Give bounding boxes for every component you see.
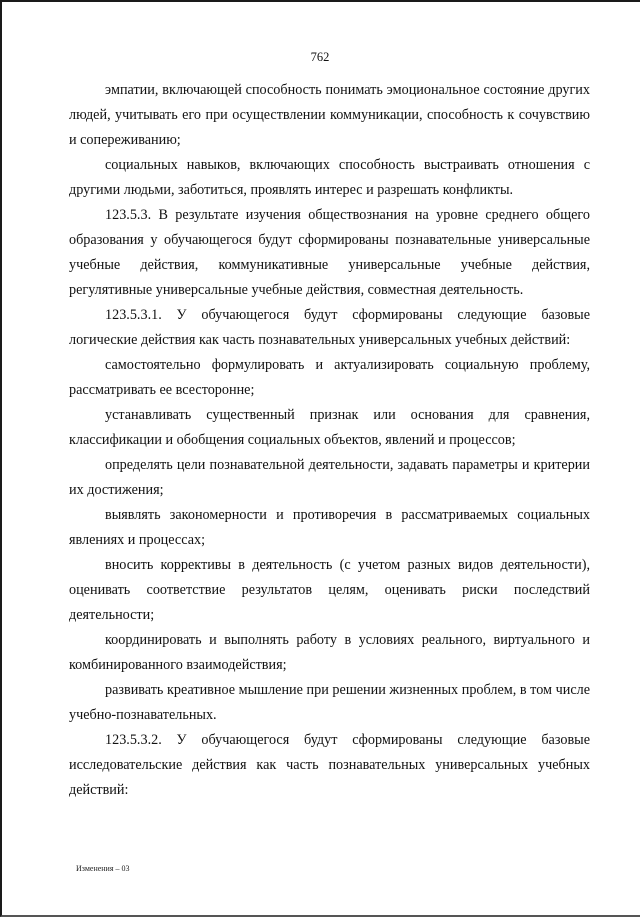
paragraph-empathy: эмпатии, включающей способность понимать эмоциональное состояние других людей, учитывать его при осуществлении коммуникации, способность к сочувствию и сопереживанию; — [69, 82, 590, 148]
list-item: самостоятельно формулировать и актуализировать социальную проблему, рассматривать ее всесторонне; — [69, 357, 590, 398]
list-item: развивать креативное мышление при решении жизненных проблем, в том числе учебно-познавательных. — [69, 682, 590, 723]
list-item: выявлять закономерности и противоречия в рассматриваемых социальных явлениях и процессах; — [69, 507, 590, 548]
paragraph-social-skills: социальных навыков, включающих способность выстраивать отношения с другими людьми, заботиться, проявлять интерес и разрешать конфликты. — [69, 157, 590, 198]
list-item: устанавливать существенный признак или основания для сравнения, классификации и обобщения социальных объектов, явлений и процессов; — [69, 407, 590, 448]
list-item: координировать и выполнять работу в условиях реального, виртуального и комбинированного взаимодействия; — [69, 632, 590, 673]
paragraph-123-5-3: 123.5.3. В результате изучения обществознания на уровне среднего общего образования у обучающегося будут сформированы познавательные универсальные учебные действия, коммуникативные универсальные учебные действия, регулятивные универсальные учебные действия, совместная деятельность. — [69, 207, 590, 298]
paragraph-123-5-3-2: 123.5.3.2. У обучающегося будут сформированы следующие базовые исследовательские действия как часть познавательных универсальных учебных действий: — [69, 732, 590, 798]
list-item: вносить коррективы в деятельность (с учетом разных видов деятельности), оценивать соответствие результатов целям, оценивать риски последствий деятельности; — [69, 557, 590, 623]
page-number: 762 — [310, 50, 330, 64]
footer-revision: Изменения – 03 — [76, 864, 130, 873]
paragraph-123-5-3-1: 123.5.3.1. У обучающегося будут сформированы следующие базовые логические действия как часть познавательных универсальных учебных действий: — [69, 307, 590, 348]
list-item: определять цели познавательной деятельности, задавать параметры и критерии их достижения; — [69, 457, 590, 498]
document-body — [69, 78, 590, 803]
